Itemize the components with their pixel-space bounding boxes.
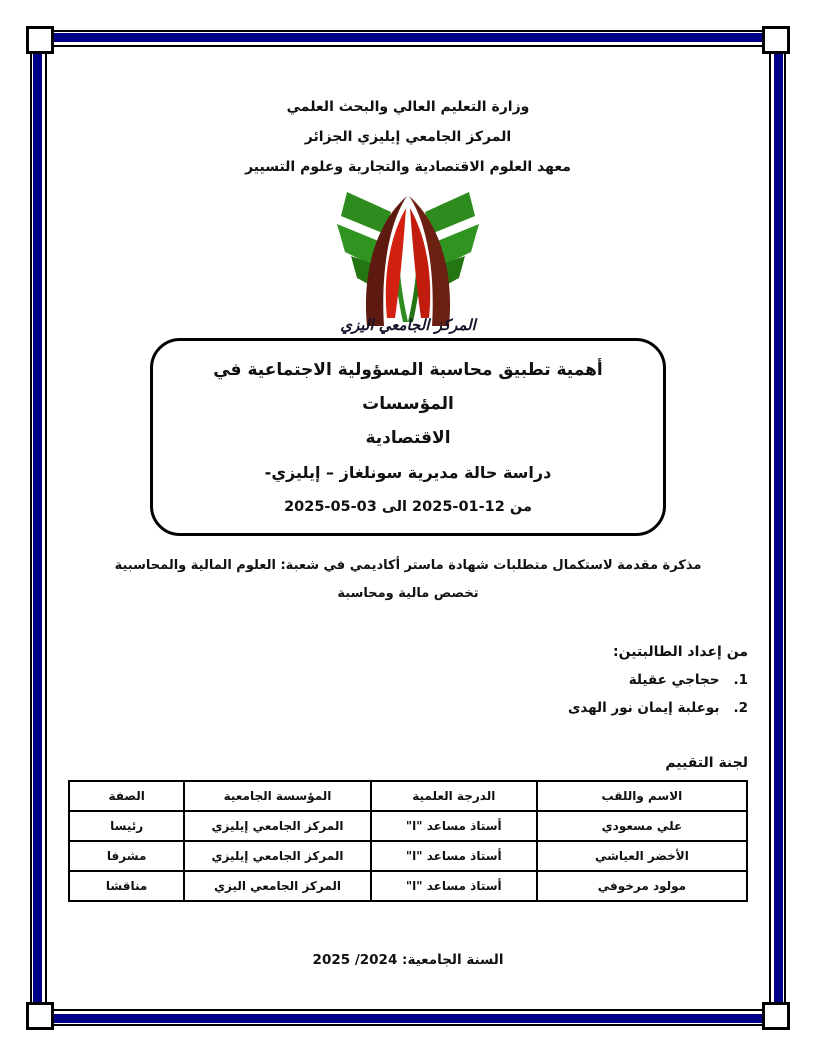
frame-corner-ornament [26, 1002, 54, 1030]
member-institution: المركز الجامعي إيليزي [184, 811, 370, 841]
institution-header [68, 92, 748, 182]
university-logo-icon [333, 186, 483, 332]
academic-year-line: السنة الجامعية: 2024/ 2025 [312, 952, 504, 968]
thesis-title-line1: أهمية تطبيق محاسبة المسؤولية الاجتماعية في المؤسسات [213, 360, 603, 414]
member-institution: المركز الجامعي اليزي [184, 871, 370, 901]
students-heading: من إعداد الطالبتين: [613, 644, 748, 660]
column-header-role: الصفة [69, 781, 184, 811]
student-item [78, 694, 748, 722]
center-line: المركز الجامعي إيليزي الجزائر [304, 129, 512, 145]
ministry-line: وزارة التعليم العالي والبحث العلمي [286, 99, 530, 115]
table-row [69, 811, 747, 841]
frame-corner-ornament [762, 26, 790, 54]
member-role: مناقشا [69, 871, 184, 901]
table-header-row [69, 781, 747, 811]
university-logo [333, 186, 483, 332]
student-item [78, 666, 748, 694]
memo-description [68, 552, 748, 608]
student-name: حجاجي عقيلة [628, 672, 720, 688]
page-content [68, 0, 748, 968]
member-degree: أستاذ مساعد "ا" [371, 871, 537, 901]
table-row [69, 871, 747, 901]
member-degree: أستاذ مساعد "ا" [371, 811, 537, 841]
member-institution: المركز الجامعي إيليزي [184, 841, 370, 871]
member-name: مولود مرخوفي [537, 871, 747, 901]
frame-corner-ornament [762, 1002, 790, 1030]
member-name: الأخضر العياشي [537, 841, 747, 871]
logo-calligraphy-text: المركز الجامعي اليزي [340, 316, 476, 334]
table-row [69, 841, 747, 871]
member-degree: أستاذ مساعد "ا" [371, 841, 537, 871]
institute-line: معهد العلوم الاقتصادية والتجارية وعلوم التسيير [245, 159, 571, 175]
frame-corner-ornament [26, 26, 54, 54]
thesis-title-line2: الاقتصادية [365, 428, 451, 448]
thesis-title-box [150, 338, 666, 536]
column-header-degree: الدرجة العلمية [371, 781, 537, 811]
student-name: بوعلبة إيمان نور الهدى [567, 700, 720, 716]
member-role: مشرفا [69, 841, 184, 871]
case-study-line: دراسة حالة مديرية سونلغاز – إيليزي- [264, 463, 552, 482]
column-header-name: الاسم واللقب [537, 781, 747, 811]
memo-line2: تخصص مالية ومحاسبة [337, 586, 479, 601]
student-number: 1. [733, 672, 748, 688]
column-header-institution: المؤسسة الجامعية [184, 781, 370, 811]
committee-table [68, 780, 748, 902]
committee-heading: لجنة التقييم [665, 755, 748, 771]
member-role: رئيسا [69, 811, 184, 841]
member-name: علي مسعودي [537, 811, 747, 841]
memo-line1: مذكرة مقدمة لاستكمال متطلبات شهادة ماستر أكاديمي في شعبة: العلوم المالية والمحاسبية [114, 558, 702, 573]
study-period-line: من 12-01-2025 الى 03-05-2025 [284, 499, 532, 515]
student-number: 2. [733, 700, 748, 716]
students-section [68, 638, 748, 722]
